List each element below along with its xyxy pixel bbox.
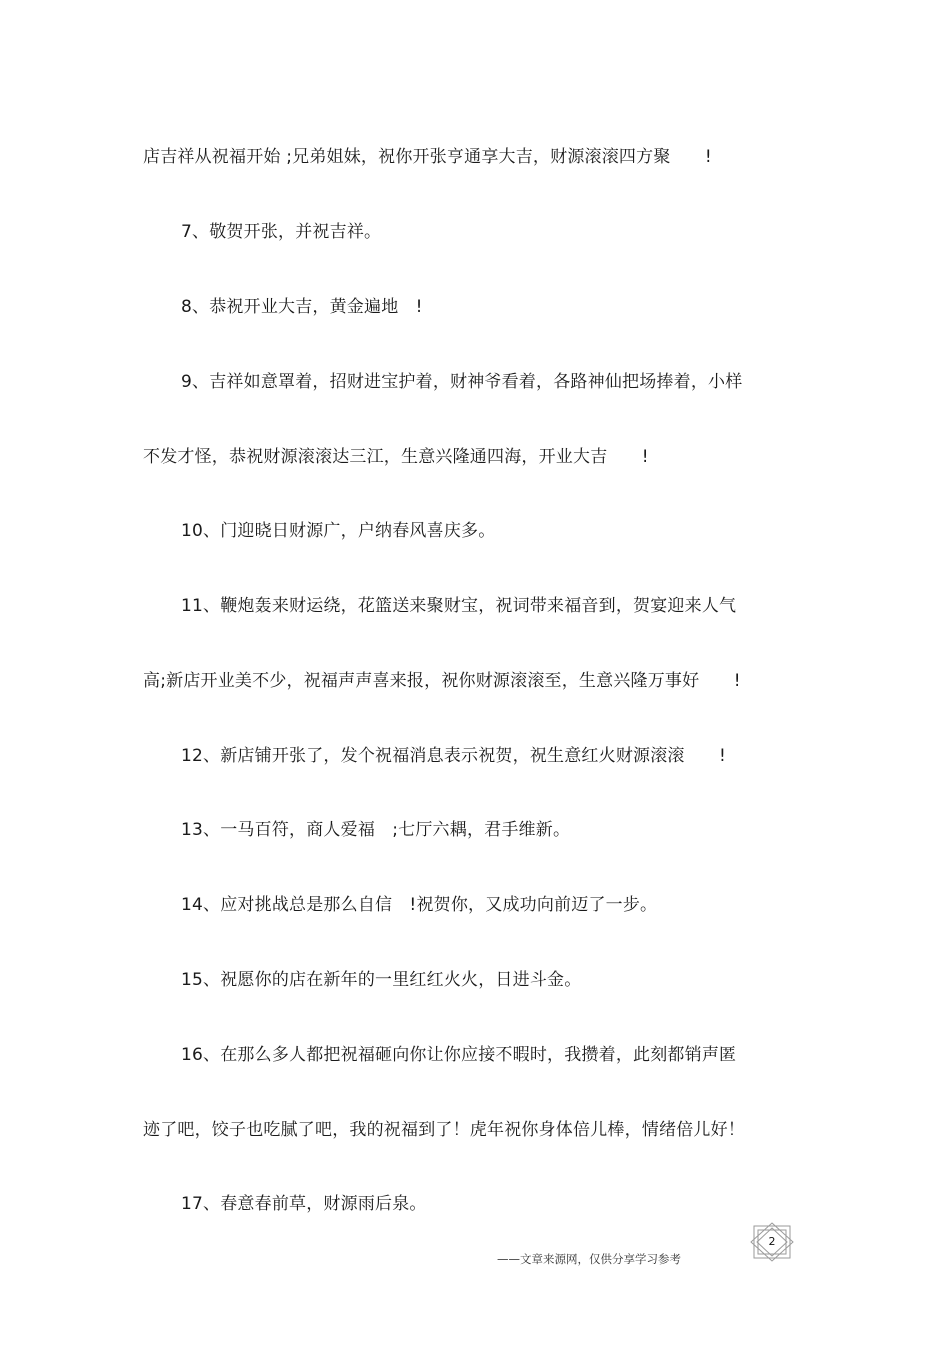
footer-source-note: ——文章来源网，仅供分享学习参考	[497, 1252, 681, 1266]
list-item: 14、应对挑战总是那么自信 !祝贺你，又成功向前迈了一步。	[181, 895, 658, 915]
list-item: 12、新店铺开张了，发个祝福消息表示祝贺，祝生意红火财源滚滚 !	[181, 746, 727, 766]
paragraph-line: 高;新店开业美不少，祝福声声喜来报，祝你财源滚滚至，生意兴隆万事好 !	[143, 671, 741, 691]
list-item: 10、门迎晓日财源广，户纳春风喜庆多。	[181, 521, 496, 541]
list-item: 11、鞭炮轰来财运绕，花篮送来聚财宝，祝词带来福音到，贺宴迎来人气	[181, 596, 737, 616]
paragraph-line: 不发才怪，恭祝财源滚滚达三江，生意兴隆通四海，开业大吉 !	[143, 447, 649, 467]
list-item: 15、祝愿你的店在新年的一里红红火火，日进斗金。	[181, 970, 582, 990]
list-item: 13、一马百符，商人爱福 ;七厅六耦，君手维新。	[181, 820, 571, 840]
list-item: 9、吉祥如意罩着，招财进宝护着，财神爷看着，各路神仙把场捧着，小样	[181, 372, 743, 392]
paragraph-line: 迹了吧，饺子也吃腻了吧，我的祝福到了！虎年祝你身体倍儿棒，情绪倍儿好！	[143, 1120, 745, 1140]
page-number-badge	[749, 1222, 795, 1262]
list-item: 17、春意春前草，财源雨后泉。	[181, 1194, 427, 1214]
list-item: 8、恭祝开业大吉，黄金遍地 !	[181, 297, 423, 317]
list-item: 16、在那么多人都把祝福砸向你让你应接不暇时，我攒着，此刻都销声匿	[181, 1045, 737, 1065]
list-item: 7、敬贺开张，并祝吉祥。	[181, 222, 382, 242]
paragraph-line: 店吉祥从祝福开始 ;兄弟姐妹，祝你开张亨通享大吉，财源滚滚四方聚 !	[143, 147, 712, 167]
page-number: 2	[768, 1235, 776, 1248]
